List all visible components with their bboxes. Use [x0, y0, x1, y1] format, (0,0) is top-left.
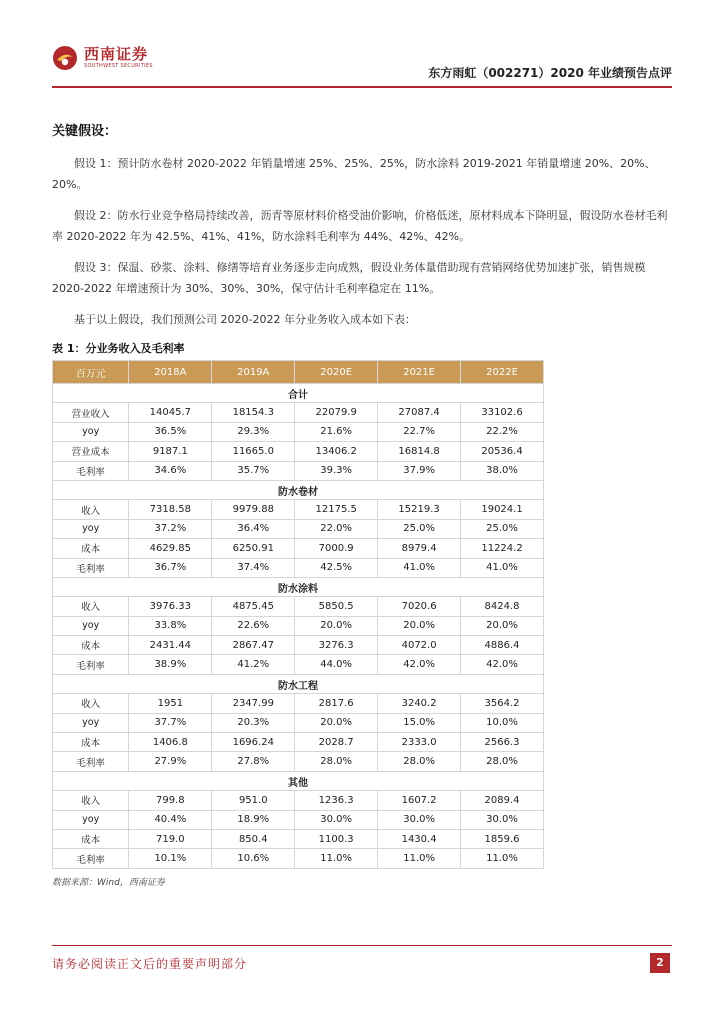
table-cell: 37.4% [212, 558, 295, 577]
table-cell: 35.7% [212, 461, 295, 480]
table-cell: 9187.1 [129, 442, 212, 461]
table-cell: 1100.3 [295, 829, 378, 848]
row-label: 毛利率 [53, 752, 129, 771]
table-cell: 39.3% [295, 461, 378, 480]
row-label: yoy [53, 810, 129, 829]
table-cell: 2333.0 [378, 733, 461, 752]
table-cell: 2028.7 [295, 733, 378, 752]
table-cell: 38.0% [461, 461, 544, 480]
table-cell: 6250.91 [212, 539, 295, 558]
table-cell: 7000.9 [295, 539, 378, 558]
row-label: 毛利率 [53, 461, 129, 480]
disclaimer-note: 请务必阅读正文后的重要声明部分 [52, 957, 248, 971]
table-cell: 30.0% [378, 810, 461, 829]
column-header: 2021E [378, 361, 461, 384]
table-cell: 27.8% [212, 752, 295, 771]
table-cell: 28.0% [295, 752, 378, 771]
table-cell: 27087.4 [378, 403, 461, 422]
report-title: 东方雨虹（002271）2020 年业绩预告点评 [428, 66, 672, 80]
table-cell: 2089.4 [461, 791, 544, 810]
table-cell: 29.3% [212, 422, 295, 441]
table-cell: 34.6% [129, 461, 212, 480]
table-cell: 1859.6 [461, 829, 544, 848]
row-label: 收入 [53, 500, 129, 519]
table-row [53, 539, 544, 558]
table-cell: 2566.3 [461, 733, 544, 752]
table-cell: 33102.6 [461, 403, 544, 422]
table-cell: 7020.6 [378, 597, 461, 616]
row-label: yoy [53, 616, 129, 635]
table-cell: 3564.2 [461, 694, 544, 713]
table-row [53, 713, 544, 732]
table-cell: 37.2% [129, 519, 212, 538]
logo-icon [52, 45, 78, 71]
table-cell: 28.0% [461, 752, 544, 771]
assumption-1: 假设 1：预计防水卷材 2020-2022 年销量增速 25%、25%、25%，防水涂料 2019-2021 年销量增速 20%、20%、20%。 [52, 157, 656, 191]
table-group-row [53, 771, 544, 790]
table-cell: 37.7% [129, 713, 212, 732]
table-cell: 11.0% [378, 849, 461, 868]
table-cell: 20.0% [295, 713, 378, 732]
row-label: 收入 [53, 694, 129, 713]
table-cell: 25.0% [378, 519, 461, 538]
table-cell: 1951 [129, 694, 212, 713]
table-cell: 36.4% [212, 519, 295, 538]
table-cell: 3240.2 [378, 694, 461, 713]
table-cell: 22.2% [461, 422, 544, 441]
table-row [53, 500, 544, 519]
table-cell: 951.0 [212, 791, 295, 810]
table-cell: 25.0% [461, 519, 544, 538]
table-cell: 11.0% [295, 849, 378, 868]
table-cell: 4875.45 [212, 597, 295, 616]
table-cell: 12175.5 [295, 500, 378, 519]
row-label: 成本 [53, 829, 129, 848]
table-cell: 44.0% [295, 655, 378, 674]
main-content [52, 120, 672, 888]
group-label: 防水工程 [53, 674, 544, 693]
table-cell: 11665.0 [212, 442, 295, 461]
table-cell: 799.8 [129, 791, 212, 810]
table-cell: 15219.3 [378, 500, 461, 519]
table-row [53, 616, 544, 635]
column-header: 2019A [212, 361, 295, 384]
row-label: 营业成本 [53, 442, 129, 461]
table-cell: 37.9% [378, 461, 461, 480]
table-row [53, 597, 544, 616]
table-row [53, 849, 544, 868]
table-row [53, 829, 544, 848]
table-cell: 20.0% [295, 616, 378, 635]
section-title: 关键假设： [52, 124, 118, 139]
row-label: 收入 [53, 597, 129, 616]
table-cell: 9979.88 [212, 500, 295, 519]
row-label: yoy [53, 519, 129, 538]
table-cell: 18.9% [212, 810, 295, 829]
table-header-row [53, 361, 544, 384]
table-cell: 20.0% [461, 616, 544, 635]
table-row [53, 752, 544, 771]
column-header: 2020E [295, 361, 378, 384]
assumption-3: 假设 3：保温、砂浆、涂料、修缮等培育业务逐步走向成熟，假设业务体量借助现有营销网络优势加速扩张，销售规模 2020-2022 年增速预计为 30%、30%、30%，保守估计毛利率稳定在 11%。 [52, 261, 646, 295]
table-group-row [53, 480, 544, 499]
row-label: 营业收入 [53, 403, 129, 422]
table-cell: 1607.2 [378, 791, 461, 810]
table-group-row [53, 384, 544, 403]
group-label: 合计 [53, 384, 544, 403]
column-header: 百万元 [53, 361, 129, 384]
assumption-2: 假设 2：防水行业竞争格局持续改善，沥青等原材料价格受油价影响，价格低迷，原材料成本下降明显，假设防水卷材毛利率 2020-2022 年为 42.5%、41%、41%，防水涂料毛利率为 44%、42%、42%。 [52, 209, 668, 243]
table-cell: 16814.8 [378, 442, 461, 461]
group-label: 防水涂料 [53, 577, 544, 596]
group-label: 防水卷材 [53, 480, 544, 499]
table-row [53, 558, 544, 577]
table-cell: 30.0% [461, 810, 544, 829]
table-cell: 19024.1 [461, 500, 544, 519]
table-cell: 11.0% [461, 849, 544, 868]
table-cell: 18154.3 [212, 403, 295, 422]
table-cell: 5850.5 [295, 597, 378, 616]
table-cell: 1406.8 [129, 733, 212, 752]
header-divider [52, 86, 672, 88]
table-cell: 13406.2 [295, 442, 378, 461]
table-cell: 10.0% [461, 713, 544, 732]
table-cell: 10.6% [212, 849, 295, 868]
table-cell: 42.0% [378, 655, 461, 674]
table-cell: 4886.4 [461, 636, 544, 655]
table-cell: 22.6% [212, 616, 295, 635]
table-cell: 15.0% [378, 713, 461, 732]
row-label: 成本 [53, 733, 129, 752]
table-cell: 27.9% [129, 752, 212, 771]
table-cell: 20.3% [212, 713, 295, 732]
table-cell: 22079.9 [295, 403, 378, 422]
table-row [53, 694, 544, 713]
table-caption: 表 1：分业务收入及毛利率 [52, 342, 185, 355]
table-cell: 22.0% [295, 519, 378, 538]
column-header: 2022E [461, 361, 544, 384]
logo-cn-text: 西南证券 [84, 45, 149, 63]
table-cell: 38.9% [129, 655, 212, 674]
table-cell: 40.4% [129, 810, 212, 829]
table-cell: 2817.6 [295, 694, 378, 713]
column-header: 2018A [129, 361, 212, 384]
row-label: 收入 [53, 791, 129, 810]
table-cell: 11224.2 [461, 539, 544, 558]
table-cell: 8424.8 [461, 597, 544, 616]
row-label: yoy [53, 422, 129, 441]
row-label: 成本 [53, 539, 129, 558]
table-cell: 22.7% [378, 422, 461, 441]
table-cell: 1236.3 [295, 791, 378, 810]
table-cell: 850.4 [212, 829, 295, 848]
table-cell: 4072.0 [378, 636, 461, 655]
table-row [53, 791, 544, 810]
table-cell: 2431.44 [129, 636, 212, 655]
logo-en-text: SOUTHWEST SECURITIES [84, 63, 153, 69]
table-row [53, 442, 544, 461]
table-group-row [53, 577, 544, 596]
table-cell: 1696.24 [212, 733, 295, 752]
table-row [53, 422, 544, 441]
table-row [53, 733, 544, 752]
table-cell: 3276.3 [295, 636, 378, 655]
page-header [52, 40, 672, 88]
table-cell: 41.0% [461, 558, 544, 577]
footer-divider [52, 945, 672, 946]
row-label: 毛利率 [53, 655, 129, 674]
table-cell: 10.1% [129, 849, 212, 868]
table-cell: 42.5% [295, 558, 378, 577]
table-cell: 30.0% [295, 810, 378, 829]
table-row [53, 403, 544, 422]
table-row [53, 636, 544, 655]
table-body [53, 384, 544, 869]
table-row [53, 655, 544, 674]
table-cell: 2347.99 [212, 694, 295, 713]
table-cell: 36.7% [129, 558, 212, 577]
table-cell: 21.6% [295, 422, 378, 441]
table-cell: 14045.7 [129, 403, 212, 422]
table-cell: 719.0 [129, 829, 212, 848]
revenue-table [52, 360, 544, 869]
table-cell: 28.0% [378, 752, 461, 771]
page-number: 2 [650, 953, 670, 973]
row-label: yoy [53, 713, 129, 732]
group-label: 其他 [53, 771, 544, 790]
table-cell: 2867.47 [212, 636, 295, 655]
table-cell: 41.2% [212, 655, 295, 674]
row-label: 毛利率 [53, 558, 129, 577]
table-cell: 20.0% [378, 616, 461, 635]
table-cell: 41.0% [378, 558, 461, 577]
table-cell: 42.0% [461, 655, 544, 674]
table-row [53, 810, 544, 829]
table-row [53, 519, 544, 538]
table-cell: 7318.58 [129, 500, 212, 519]
table-cell: 3976.33 [129, 597, 212, 616]
forecast-intro: 基于以上假设，我们预测公司 2020-2022 年分业务收入成本如下表： [74, 313, 416, 326]
company-logo [52, 40, 153, 76]
row-label: 毛利率 [53, 849, 129, 868]
table-group-row [53, 674, 544, 693]
table-source: 数据来源：Wind，西南证券 [52, 877, 165, 888]
table-row [53, 461, 544, 480]
table-cell: 36.5% [129, 422, 212, 441]
table-cell: 8979.4 [378, 539, 461, 558]
table-cell: 1430.4 [378, 829, 461, 848]
table-cell: 20536.4 [461, 442, 544, 461]
row-label: 成本 [53, 636, 129, 655]
table-cell: 4629.85 [129, 539, 212, 558]
table-cell: 33.8% [129, 616, 212, 635]
